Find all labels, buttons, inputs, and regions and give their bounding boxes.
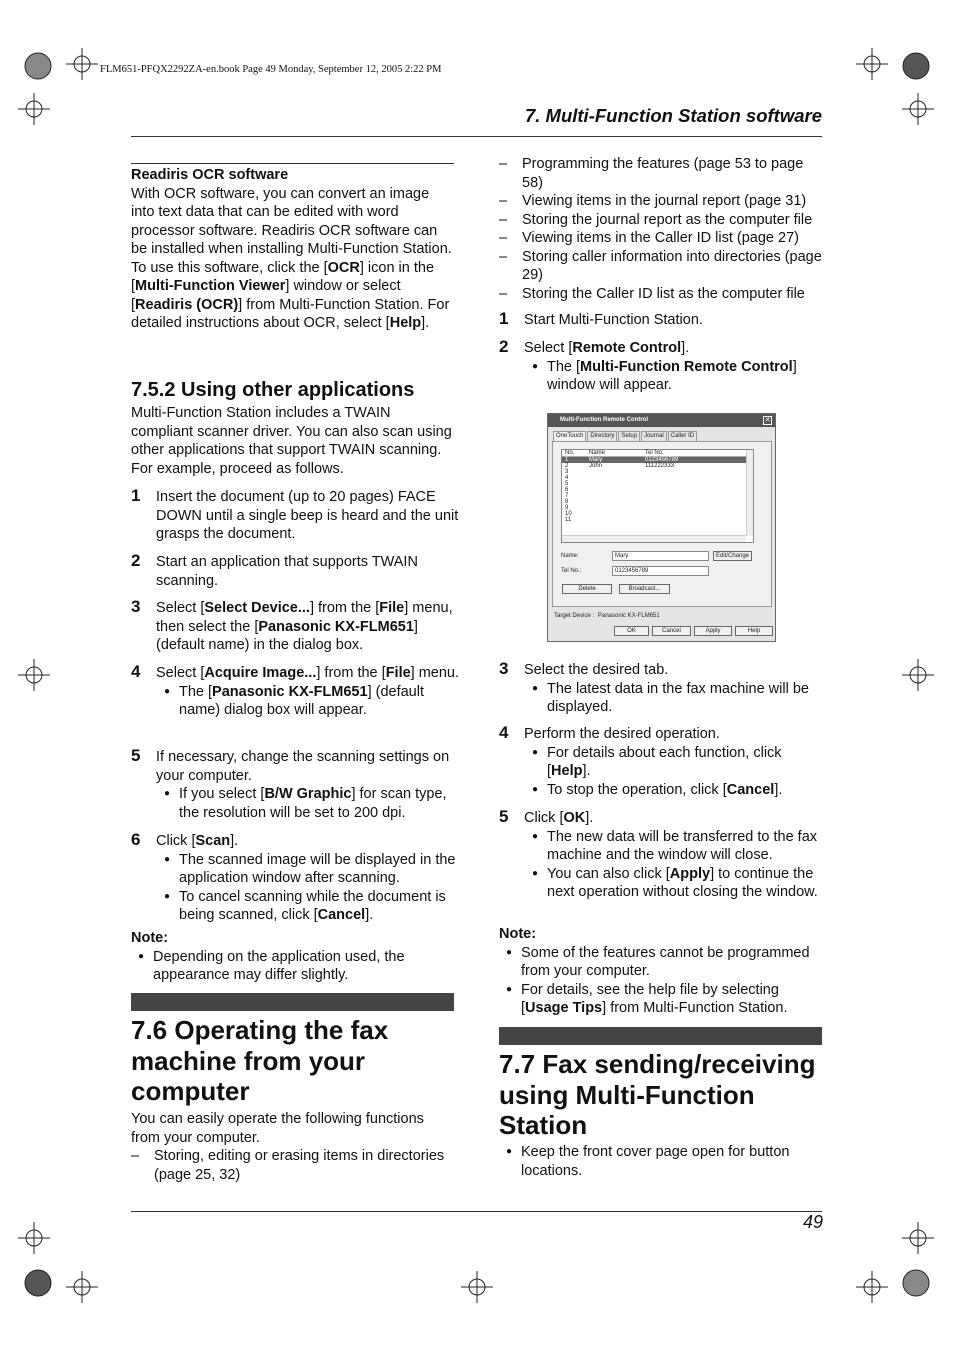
text-run: To use this software, click the [	[131, 259, 328, 276]
vertical-scrollbar[interactable]	[746, 450, 753, 536]
dash-text: Storing, editing or erasing items in directories (page 25, 32)	[154, 1148, 445, 1183]
bold-term: Multi-Function Viewer	[135, 278, 286, 294]
step	[131, 748, 461, 822]
running-header: 7. Multi-Function Station software	[524, 105, 822, 126]
dash-item	[499, 211, 824, 230]
list-row[interactable]	[562, 517, 753, 523]
text-run: ] menu, then select the [	[156, 600, 453, 635]
dash-marker: –	[499, 230, 508, 246]
step-text	[156, 553, 461, 590]
text-run: ] icon in the [	[131, 259, 435, 294]
step-number: 2	[131, 551, 141, 570]
text-run: ] from Multi-Function Station. For detailed instructions about OCR, select [	[131, 296, 450, 331]
list-cell: 3	[565, 469, 569, 475]
text-run: To cancel scanning while the document is being scanned, click [	[179, 888, 446, 923]
text-run: The [	[179, 683, 213, 700]
text-run: Start Multi-Function Station.	[524, 312, 703, 328]
dash-item	[499, 248, 824, 285]
ocr-section	[131, 166, 456, 333]
dash-text: Programming the features (page 53 to page 58)	[522, 156, 804, 191]
section-bar	[499, 1027, 822, 1045]
text-run: ].	[582, 763, 591, 779]
note-label: Note:	[499, 926, 537, 942]
step	[499, 725, 829, 799]
edit-change-button[interactable]: Edit/Change	[713, 551, 752, 561]
close-icon[interactable]: ✕	[764, 417, 771, 424]
delete-button[interactable]: Delete	[562, 584, 612, 594]
col-no: No.	[565, 450, 575, 456]
text-run: ] window will appear.	[547, 358, 797, 393]
broadcast-button[interactable]: Broadcast...	[619, 584, 670, 594]
text-run: ] to continue the next operation without closing the window.	[547, 865, 818, 900]
note-bullet	[506, 944, 824, 981]
dash-text: Viewing items in the Caller ID list (page 27)	[522, 230, 799, 246]
step-number: 4	[131, 662, 141, 681]
bold-term: Multi-Function Remote Control	[580, 358, 793, 375]
text-run: ].	[585, 810, 594, 826]
list-cell: 7	[565, 493, 569, 499]
bullet-item: ● Keep the front cover page open for button locations.	[506, 1143, 824, 1180]
step-number: 1	[499, 309, 509, 328]
bold-term: Panasonic KX-FLM651	[212, 683, 368, 700]
step-text	[524, 661, 829, 680]
step-number: 4	[499, 723, 509, 742]
list-cell: 9	[565, 505, 569, 511]
text-run: Insert the document (up to 20 pages) FACE DOWN until a single beep is heard and the unit grasps the document.	[156, 489, 459, 542]
text-run: The latest data in the fax machine will be displayed.	[547, 680, 809, 715]
bold-term: OCR	[327, 259, 360, 276]
step-number: 3	[131, 597, 141, 616]
bold-term: Readiris (OCR)	[135, 296, 239, 313]
text-run: ] from Multi-Function Station.	[602, 1000, 788, 1016]
bullet-list	[499, 1143, 824, 1180]
dash-item	[499, 155, 824, 192]
text-run: ] (default name) in the dialog box.	[156, 618, 418, 653]
step-bullet	[532, 781, 829, 800]
bold-term: Acquire Image...	[204, 665, 317, 681]
step-bullet	[532, 744, 829, 781]
step	[131, 664, 461, 720]
list-cell: 6	[565, 487, 569, 493]
name-label: Name:	[561, 553, 579, 559]
intro-paragraph: Multi-Function Station includes a TWAIN compliant scanner driver. You can also scan using other applications that support TWAIN scanning. For example, proceed as follows.	[131, 405, 452, 477]
step-text	[156, 664, 461, 683]
target-device-label: Target Device :	[554, 613, 595, 619]
note	[499, 925, 824, 1018]
step-number: 2	[499, 337, 509, 356]
dash-text: Storing the Caller ID list as the computer file	[522, 285, 805, 302]
ocr-paragraph	[131, 185, 456, 259]
apply-button[interactable]: Apply	[694, 626, 732, 636]
bold-term: Select Device...	[204, 600, 310, 616]
dash-marker: –	[131, 1148, 140, 1164]
name-field[interactable]: Mary	[612, 551, 709, 561]
step	[131, 488, 461, 544]
intro-7-6: You can easily operate the following functions from your computer.	[131, 1111, 424, 1146]
list-cell: 5	[565, 481, 569, 487]
text-run: ] for scan type, the resolution will be set to 200 dpi.	[179, 786, 447, 821]
ocr-paragraph	[131, 259, 456, 333]
text-run: Start an application that supports TWAIN scanning.	[156, 554, 418, 589]
step-bullet	[532, 680, 829, 717]
step-bullet	[164, 888, 461, 925]
onetouch-panel	[552, 441, 772, 607]
note	[131, 929, 456, 985]
bold-term: Help	[389, 315, 422, 331]
list-cell: Mary	[589, 457, 603, 463]
col-name: Name	[589, 450, 606, 456]
step	[131, 553, 461, 590]
dash-marker: –	[499, 193, 508, 209]
section-rule	[131, 163, 454, 164]
text-run: ].	[230, 833, 239, 849]
bold-term: Help	[551, 763, 583, 779]
onetouch-list[interactable]	[561, 449, 754, 543]
step-text	[156, 832, 461, 851]
step-number: 6	[131, 830, 141, 849]
function-list	[499, 155, 824, 303]
text-run: ] window or select [	[131, 278, 401, 313]
tab-directory[interactable]: Directory	[587, 431, 617, 441]
header-rule	[131, 136, 822, 137]
text-run: Click [	[524, 810, 564, 826]
step-bullet	[164, 785, 461, 822]
text-run: With OCR software, you can convert an image into text data that can be edited with word processor software. Readiris OCR software can be installed when installing Multi-Function Station.	[131, 185, 452, 257]
dialog-title: Multi-Function Remote Control	[548, 414, 775, 427]
dash-item	[499, 192, 824, 211]
note-label: Note:	[131, 930, 169, 946]
remote-control-dialog-screenshot	[547, 413, 776, 642]
step-number: 3	[499, 659, 509, 678]
dash-text: Storing caller information into directories (page 29)	[522, 248, 822, 283]
bold-term: Panasonic KX-FLM651	[258, 618, 414, 635]
step-number: 5	[131, 746, 141, 765]
bold-term: Cancel	[317, 907, 366, 923]
step	[499, 661, 829, 717]
note-bullet	[506, 981, 824, 1018]
dash-marker: –	[499, 248, 508, 265]
tab-journal[interactable]: Journal	[641, 431, 667, 441]
text-run: The [	[547, 358, 581, 375]
text-run: Perform the desired operation.	[524, 726, 720, 742]
text-run: If you select [	[179, 786, 265, 802]
text-run: ] from the [	[316, 665, 386, 681]
text-run: Click [	[156, 833, 196, 849]
dash-marker: –	[499, 156, 508, 172]
print-line: FLM651-PFQX2292ZA-en.book Page 49 Monday, September 12, 2005 2:22 PM	[100, 64, 442, 75]
dash-item	[499, 229, 824, 248]
cancel-button[interactable]: Cancel	[652, 626, 691, 636]
text-run: If necessary, change the scanning settings on your computer.	[156, 749, 450, 784]
step-text	[524, 725, 829, 744]
text-run: To stop the operation, click [	[547, 781, 727, 798]
text-run: Select the desired tab.	[524, 662, 669, 678]
bold-term: File	[379, 600, 405, 616]
note-bullet: ● Depending on the application used, the appearance may differ slightly.	[138, 948, 456, 985]
col-tel: Tel No.	[645, 450, 664, 456]
list-cell	[589, 517, 645, 523]
text-run: ].	[421, 315, 430, 331]
help-button[interactable]: Help	[735, 626, 773, 636]
text-run: ] menu.	[410, 665, 460, 681]
text-run: Select [	[156, 665, 205, 681]
bold-term: Scan	[195, 833, 231, 849]
text-run: ].	[365, 907, 374, 923]
section-bar	[131, 993, 454, 1011]
ok-button[interactable]: OK	[614, 626, 649, 636]
list-cell: John	[589, 463, 603, 469]
text-run: For details, see the help file by selecting [	[521, 981, 779, 1016]
bold-term: Cancel	[726, 781, 775, 798]
heading-7-6: 7.6 Operating the fax machine from your computer	[131, 1015, 389, 1106]
step-number: 1	[131, 486, 141, 505]
text-run: Select [	[156, 600, 205, 616]
dash-text: Viewing items in the journal report (page 31)	[522, 193, 807, 209]
list-cell: 4	[565, 475, 569, 481]
step-bullet	[532, 828, 829, 865]
step	[499, 339, 829, 395]
bold-term: Apply	[669, 865, 711, 882]
bold-term: B/W Graphic	[264, 786, 352, 802]
dash-marker: –	[499, 285, 508, 302]
text-run: ].	[774, 781, 783, 798]
dash-item	[499, 285, 824, 304]
text-run: ] from the [	[309, 600, 380, 616]
target-device-value: Panasonic KX-FLM651	[598, 613, 660, 619]
text-run: The scanned image will be displayed in the application window after scanning.	[179, 851, 456, 886]
text-run: For details about each function, click [	[547, 744, 782, 779]
step	[499, 809, 829, 902]
text-run: ] (default name) dialog box will appear.	[179, 683, 424, 718]
step-text	[524, 311, 829, 330]
bold-term: File	[385, 665, 411, 681]
heading-7-7: 7.7 Fax sending/receiving using Multi-Function Station	[499, 1049, 816, 1140]
tel-field[interactable]: 0123456789	[612, 566, 709, 576]
dash-marker: –	[499, 211, 508, 228]
ocr-heading: Readiris OCR software	[131, 167, 289, 183]
list-cell: 1	[565, 457, 569, 463]
text-run: ].	[681, 340, 690, 356]
step-bullet	[164, 683, 461, 720]
step-bullet	[164, 851, 461, 888]
list-cell: 11	[565, 517, 572, 523]
step-text	[156, 748, 461, 785]
step-text	[524, 809, 829, 828]
step	[131, 832, 461, 925]
step-text	[156, 599, 461, 655]
text-run: The new data will be transferred to the fax machine and the window will close.	[547, 828, 818, 863]
text-run: Some of the features cannot be programmed from your computer.	[521, 944, 810, 979]
list-cell: 2	[565, 463, 569, 469]
heading-7-5-2: 7.5.2 Using other applications	[131, 379, 415, 401]
bold-term: Remote Control	[572, 340, 682, 356]
step-number: 5	[499, 807, 509, 826]
step	[499, 311, 829, 330]
list-cell: 0123456789	[645, 457, 679, 463]
horizontal-scrollbar[interactable]	[562, 535, 746, 542]
bold-term: Usage Tips	[525, 1000, 603, 1016]
dash-item	[131, 1147, 456, 1184]
page-number: 49	[802, 1212, 823, 1232]
list-cell: 111222333	[645, 463, 675, 469]
step-bullet	[532, 358, 829, 395]
dash-text: Storing the journal report as the computer file	[522, 211, 813, 228]
step-text	[524, 339, 829, 358]
step	[131, 599, 461, 655]
list-cell: 8	[565, 499, 569, 505]
footer-rule	[131, 1211, 822, 1212]
text-run: Select [	[524, 340, 573, 356]
step-text	[156, 488, 461, 544]
bold-term: OK	[563, 810, 586, 826]
tab-caller-id[interactable]: Caller ID	[668, 431, 697, 441]
list-cell: 10	[565, 511, 572, 517]
step-bullet	[532, 865, 829, 902]
tel-label: Tel No.:	[561, 568, 582, 574]
tab-setup[interactable]: Setup	[618, 431, 640, 441]
tab-onetouch[interactable]: OneTouch	[553, 431, 586, 441]
text-run: You can also click [	[547, 865, 670, 882]
